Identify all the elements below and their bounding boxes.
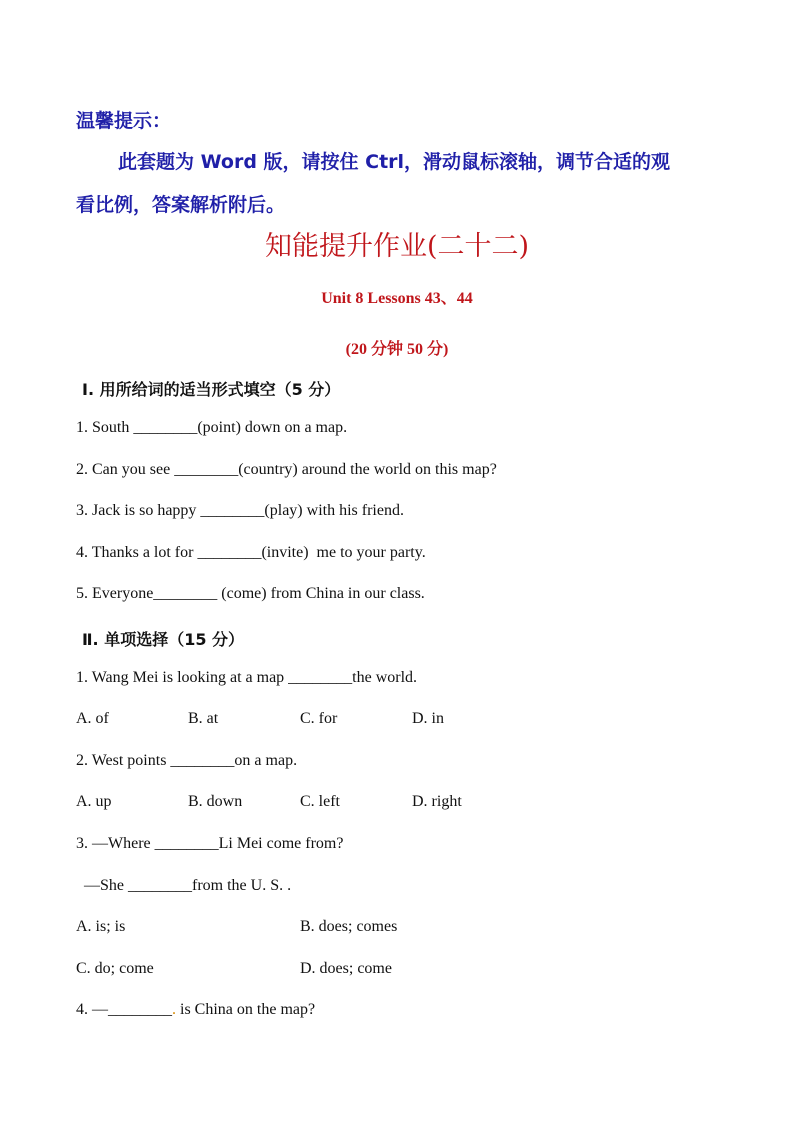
tip-line-2: 看比例，答案解析附后。 <box>76 194 286 216</box>
question-2-2-stem: 2. West points ________on a map. <box>76 752 298 769</box>
unit-subtitle: Unit 8 Lessons 43、44 <box>321 290 473 307</box>
question-2-4-prefix: 4. —________ <box>76 1001 172 1018</box>
option-b: B. down <box>188 793 243 810</box>
option-c: C. do; come <box>76 960 154 977</box>
question-2-4-suffix: is China on the map? <box>176 1001 316 1018</box>
question-2-4-mark: . <box>172 1001 176 1018</box>
option-b: B. at <box>188 710 219 727</box>
question-1-1: 1. South ________(point) down on a map. <box>76 419 348 436</box>
option-d: D. right <box>412 793 462 810</box>
option-a: A. of <box>76 710 109 727</box>
question-1-3: 3. Jack is so happy ________(play) with his friend. <box>76 502 404 519</box>
question-2-1-stem: 1. Wang Mei is looking at a map ________the world. <box>76 669 418 686</box>
question-1-4: 4. Thanks a lot for ________(invite) me to your party. <box>76 544 426 561</box>
question-2-3-stem-2: —She ________from the U. S. . <box>76 877 292 894</box>
option-d: D. in <box>412 710 444 727</box>
option-c: C. for <box>300 710 338 727</box>
option-a: A. is; is <box>76 918 126 935</box>
option-d: D. does; come <box>300 960 392 977</box>
tip-line-1: 此套题为 Word 版，请按住 Ctrl，滑动鼠标滚轴，调节合适的观 <box>118 151 671 173</box>
option-b: B. does; comes <box>300 918 398 935</box>
section-1-heading: Ⅰ. 用所给词的适当形式填空（5 分） <box>82 380 341 399</box>
tip-title: 温馨提示： <box>76 110 172 132</box>
question-2-4-stem <box>76 1001 315 1019</box>
time-score-label: (20 分钟 50 分) <box>345 341 449 358</box>
question-2-3-stem: 3. —Where ________Li Mei come from? <box>76 835 344 852</box>
question-1-2: 2. Can you see ________(country) around the world on this map? <box>76 461 497 478</box>
option-a: A. up <box>76 793 112 810</box>
page-title: 知能提升作业(二十二) <box>264 231 530 262</box>
section-2-heading: Ⅱ. 单项选择（15 分） <box>82 630 245 649</box>
question-1-5: 5. Everyone________ (come) from China in our class. <box>76 585 425 602</box>
option-c: C. left <box>300 793 340 810</box>
